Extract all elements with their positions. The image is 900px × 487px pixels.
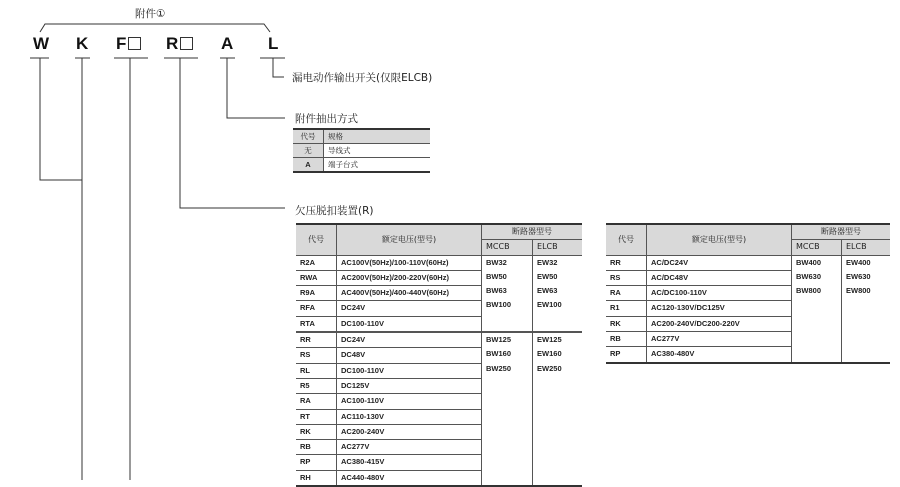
code-cell: RR xyxy=(296,332,337,348)
header-mccb: MCCB xyxy=(792,240,842,255)
voltage-cell: DC100-110V xyxy=(337,363,482,378)
header-voltage: 额定电压(型号) xyxy=(337,224,482,255)
uvt-table-2 xyxy=(606,223,890,364)
header-voltage: 额定电压(型号) xyxy=(647,224,792,255)
voltage-cell: AC/DC100-110V xyxy=(647,286,792,301)
code-cell: RB xyxy=(606,332,647,347)
header-code: 代号 xyxy=(293,129,324,144)
header-code: 代号 xyxy=(296,224,337,255)
mccb-model: BW100 xyxy=(486,300,512,310)
elcb-model: EW50 xyxy=(537,271,558,281)
code-cell: R5 xyxy=(296,378,337,393)
mccb-cell xyxy=(792,255,842,363)
header-elcb: ELCB xyxy=(533,240,582,255)
table-row xyxy=(606,255,890,270)
mccb-model: BW125 xyxy=(486,335,512,345)
placeholder-box-icon xyxy=(128,37,141,50)
elcb-cell xyxy=(533,255,582,332)
code-cell: RA xyxy=(606,286,647,301)
voltage-cell: AC400V(50Hz)/400-440V(60Hz) xyxy=(337,286,482,301)
header-spec: 规格 xyxy=(324,129,431,144)
code-cell: RT xyxy=(296,409,337,424)
header-breaker: 断路器型号 xyxy=(482,224,583,240)
voltage-cell: AC200-240V/DC200-220V xyxy=(647,316,792,331)
voltage-cell: AC100-110V xyxy=(337,394,482,409)
code-letter-k: K xyxy=(76,34,89,53)
table-row xyxy=(296,332,582,348)
code-cell: RS xyxy=(296,348,337,363)
table-cell: A xyxy=(293,158,324,173)
code-cell: RK xyxy=(606,316,647,331)
header-code: 代号 xyxy=(606,224,647,255)
annotation-a: 附件抽出方式 xyxy=(295,113,358,125)
uvt-table-1 xyxy=(296,223,582,487)
elcb-model: EW63 xyxy=(537,286,558,296)
elcb-cell xyxy=(842,255,891,363)
voltage-cell: AC440-480V xyxy=(337,470,482,486)
mccb-model: BW63 xyxy=(486,286,507,296)
code-cell: RL xyxy=(296,363,337,378)
header-elcb: ELCB xyxy=(842,240,891,255)
elcb-model: EW100 xyxy=(537,300,562,310)
code-cell: RK xyxy=(296,424,337,439)
mccb-cell xyxy=(482,255,533,332)
voltage-cell: AC200-240V xyxy=(337,424,482,439)
voltage-cell: AC110-130V xyxy=(337,409,482,424)
voltage-cell: AC277V xyxy=(647,332,792,347)
code-cell: RTA xyxy=(296,316,337,332)
mccb-model: BW800 xyxy=(796,286,822,296)
code-cell: R9A xyxy=(296,286,337,301)
mccb-cell xyxy=(482,332,533,486)
code-letter-a: A xyxy=(221,34,234,53)
mccb-model: BW50 xyxy=(486,271,507,281)
code-cell: RH xyxy=(296,470,337,486)
voltage-cell: AC380-480V xyxy=(647,347,792,363)
mccb-model: BW250 xyxy=(486,363,512,373)
code-cell: RB xyxy=(296,440,337,455)
table-cell: 端子台式 xyxy=(324,158,431,173)
placeholder-box-icon xyxy=(180,37,193,50)
mccb-model: BW630 xyxy=(796,271,822,281)
code-cell: RR xyxy=(606,255,647,270)
code-cell: RS xyxy=(606,270,647,285)
voltage-cell: AC200V(50Hz)/200-220V(60Hz) xyxy=(337,270,482,285)
code-cell: RA xyxy=(296,394,337,409)
table-cell: 导线式 xyxy=(324,144,431,158)
code-cell: R1 xyxy=(606,301,647,316)
voltage-cell: AC100V(50Hz)/100-110V(60Hz) xyxy=(337,255,482,270)
code-letter-l: L xyxy=(268,34,279,53)
voltage-cell: DC24V xyxy=(337,332,482,348)
elcb-model: EW32 xyxy=(537,257,558,267)
voltage-cell: DC100-110V xyxy=(337,316,482,332)
elcb-cell xyxy=(533,332,582,486)
voltage-cell: AC/DC48V xyxy=(647,270,792,285)
annotation-r: 欠压脱扣装置(R) xyxy=(295,205,374,217)
mccb-model: BW400 xyxy=(796,257,822,267)
mccb-model: BW160 xyxy=(486,349,512,359)
voltage-cell: AC120-130V/DC125V xyxy=(647,301,792,316)
mccb-model: BW32 xyxy=(486,257,507,267)
header-breaker: 断路器型号 xyxy=(792,224,891,240)
voltage-cell: AC380-415V xyxy=(337,455,482,470)
elcb-model: EW400 xyxy=(846,257,871,267)
code-cell: RP xyxy=(606,347,647,363)
annotation-l: 漏电动作输出开关(仅限ELCB) xyxy=(292,72,433,84)
code-cell: RFA xyxy=(296,301,337,316)
bracket-label: 附件① xyxy=(135,8,166,20)
elcb-model: EW630 xyxy=(846,271,871,281)
voltage-cell: DC48V xyxy=(337,348,482,363)
elcb-model: EW250 xyxy=(537,363,562,373)
code-letter-f xyxy=(116,34,141,54)
code-letter-w: W xyxy=(33,34,50,53)
code-letter-f-text: F xyxy=(116,34,127,53)
code-letter-r-text: R xyxy=(166,34,179,53)
elcb-model: EW160 xyxy=(537,349,562,359)
elcb-model: EW800 xyxy=(846,286,871,296)
table-cell: 无 xyxy=(293,144,324,158)
voltage-cell: DC125V xyxy=(337,378,482,393)
voltage-cell: DC24V xyxy=(337,301,482,316)
voltage-cell: AC277V xyxy=(337,440,482,455)
code-cell: RWA xyxy=(296,270,337,285)
code-letter-r xyxy=(166,34,193,54)
voltage-cell: AC/DC24V xyxy=(647,255,792,270)
table-row xyxy=(296,255,582,270)
elcb-model: EW125 xyxy=(537,335,562,345)
drawout-table xyxy=(293,128,430,173)
code-cell: R2A xyxy=(296,255,337,270)
code-cell: RP xyxy=(296,455,337,470)
header-mccb: MCCB xyxy=(482,240,533,255)
